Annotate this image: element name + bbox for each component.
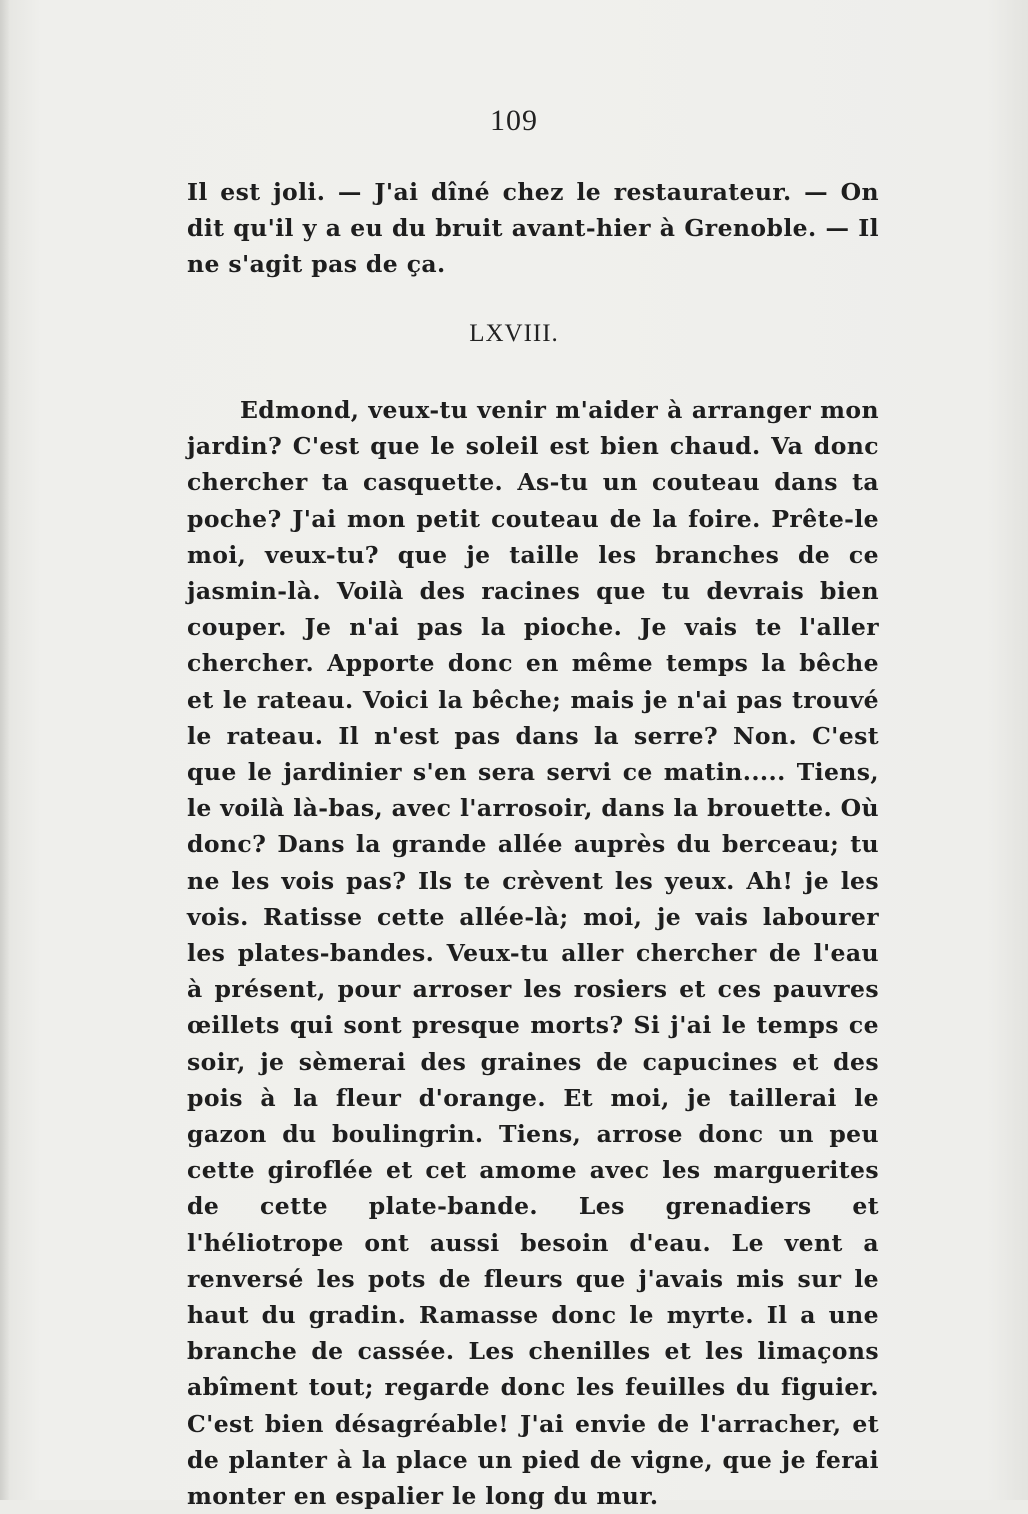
intro-paragraph: Il est joli. — J'ai dîné chez le restaurateur. — On dit qu'il y a eu du bruit avant-hier à Grenoble. — Il ne s'agit pas de ça. (187, 178, 879, 279)
page-number: 109 (490, 104, 538, 137)
chapter-heading: LXVIII. (469, 320, 559, 347)
body-paragraph: Edmond, veux-tu venir m'aider à arranger mon jardin? C'est que le soleil est bien chaud. Va donc chercher ta casquette. As-tu un couteau dans ta poche? J'ai mon petit couteau de la foire. Prête-le moi, veux-tu? que je taille les branches de ce jasmin-là. Voilà des racines que tu devrais bien couper. Je n'ai pas la pioche. Je vais te l'aller chercher. Apporte donc en même temps la bêche et le rateau. Voici la bêche; mais je n'ai pas trouvé le rateau. Il n'est pas dans la serre? Non. C'est que le jardinier s'en sera servi ce matin..... Tiens, le voilà là-bas, avec l'arrosoir, dans la brouette. Où donc? Dans la grande allée auprès du berceau; tu ne les vois pas? Ils te crèvent les yeux. Ah! je les vois. Ratisse cette allée-là; moi, je vais labourer les plates-bandes. Veux-tu aller chercher de l'eau à présent, pour arroser les rosiers et ces pauvres œillets qui sont presque morts? Si j'ai le temps ce soir, je sèmerai des graines de capucines et des pois à la fleur d'orange. Et moi, je taillerai le gazon du boulingrin. Tiens, arrose donc un peu cette giroflée et cet amome avec les marguerites de cette plate-bande. Les grenadiers et l'héliotrope ont aussi besoin d'eau. Le vent a renversé les pots de fleurs que j'avais mis sur le haut du gradin. Ramasse donc le myrte. Il a une branche de cassée. Les chenilles et les limaçons abîment tout; regarde donc les feuilles du figuier. C'est bien désagréable! J'ai envie de l'arracher, et de planter à la place un pied de vigne, que je ferai monter en espalier le long du mur. (187, 396, 879, 1511)
page-shadow (0, 0, 10, 1500)
